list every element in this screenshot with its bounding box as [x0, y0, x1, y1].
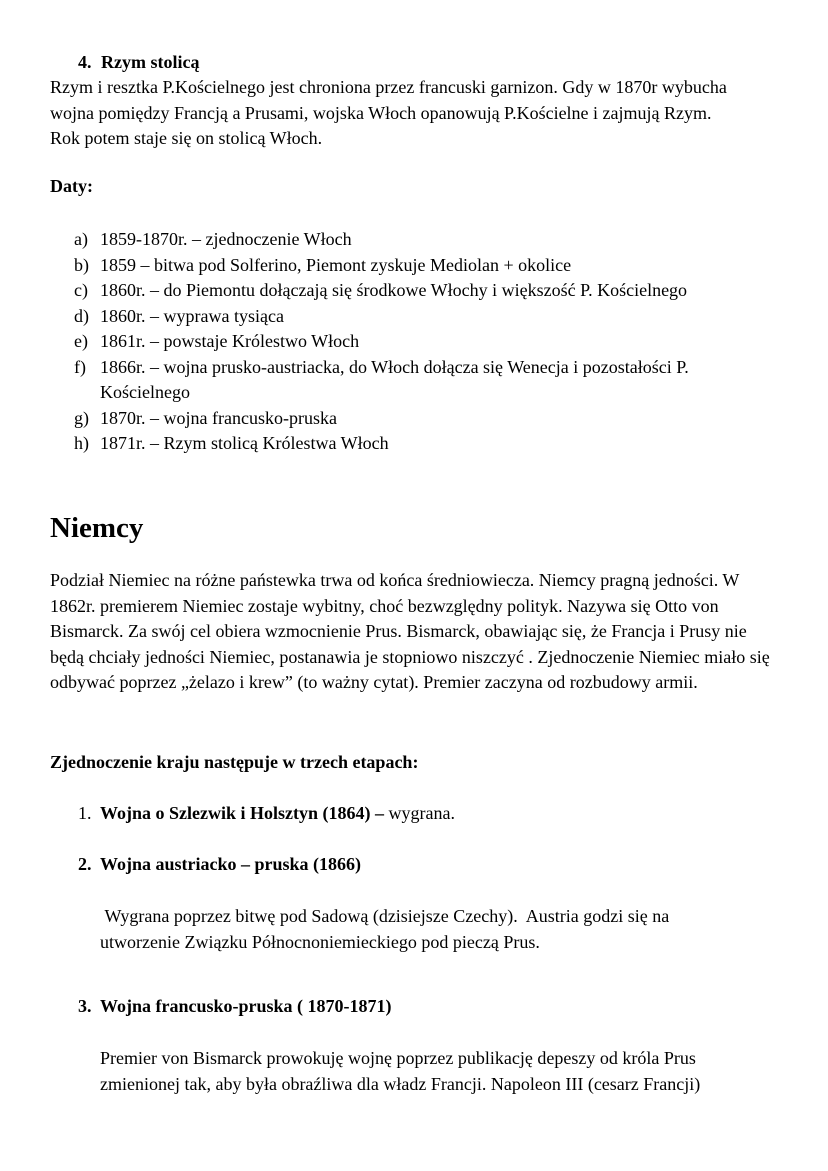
list-text: 1859 – bitwa pod Solferino, Piemont zyskuje Mediolan + okolice	[100, 254, 572, 275]
list-marker: h)	[74, 433, 89, 453]
section-heading	[78, 50, 199, 75]
niemcy-paragraph: Podział Niemiec na różne państewka trwa od końca średniowiecza. Niemcy pragną jedności. W 1862r. premierem Niemiec zostaje wybitny, choć bezwzględny polityk. Nazywa się Otto von Bismarck. Za swój cel obiera wzmocnienie Prus. Bismarck, obawiając się, że Francja i Prusy nie będą chciały jedności Niemiec, postanawia je stopniowo niszczyć . Zjednoczenie Niemiec miało się odbywać poprzez „żelazo i krew” (to ważny cytat). Premier zaczyna od rozbudowy armii.	[50, 570, 770, 692]
stage-number: 1.	[78, 803, 92, 823]
list-marker: e)	[74, 331, 88, 351]
list-marker: g)	[74, 407, 89, 428]
section-paragraph: Rzym i resztka P.Kościelnego jest chroniona przez francuski garnizon. Gdy w 1870r wybucha wojna pomiędzy Francją a Prusami, wojska Włoch opanowują P.Kościelne i zajmują Rzym. Rok potem staje się on stolicą Włoch.	[50, 77, 727, 148]
list-text: 1866r. – wojna prusko-austriacka, do Włoch dołącza się Wenecja i pozostałości P. Kościelnego	[100, 356, 689, 402]
niemcy-heading: Niemcy	[50, 512, 144, 544]
list-text: 1870r. – wojna francusko-pruska	[100, 407, 337, 428]
list-item	[50, 253, 765, 279]
list-text: 1859-1870r. – zjednoczenie Włoch	[100, 229, 352, 249]
list-item	[50, 278, 765, 304]
list-marker: a)	[74, 229, 88, 249]
list-item	[50, 329, 765, 355]
list-marker: f)	[74, 356, 86, 377]
list-text: 1871r. – Rzym stolicą Królestwa Włoch	[100, 433, 389, 453]
section-number: 4.	[78, 52, 92, 72]
dates-label: Daty:	[50, 176, 93, 196]
dates-list	[50, 227, 765, 457]
list-marker: c)	[74, 280, 88, 300]
stage-result: wygrana.	[384, 803, 455, 823]
stage-2-description: Wygrana poprzez bitwę pod Sadową (dzisiejsze Czechy). Austria godzi się na utworzenie Związku Północnoniemieckiego pod pieczą Prus.	[100, 906, 674, 952]
stage-3	[50, 994, 828, 1020]
list-item	[50, 406, 765, 432]
stage-title: Wojna o Szlezwik i Holsztyn (1864) –	[100, 803, 384, 823]
stages-label: Zjednoczenie kraju następuje w trzech etapach:	[50, 752, 419, 772]
stage-number: 2.	[78, 854, 92, 874]
list-text: 1860r. – do Piemontu dołączają się środkowe Włochy i większość P. Kościelnego	[100, 280, 688, 300]
section-title: Rzym stolicą	[101, 52, 200, 72]
list-marker: d)	[74, 305, 89, 326]
list-text: 1861r. – powstaje Królestwo Włoch	[100, 331, 360, 351]
list-item	[50, 355, 760, 406]
stage-2	[50, 852, 828, 878]
list-text: 1860r. – wyprawa tysiąca	[100, 305, 284, 326]
stage-1	[50, 801, 828, 827]
stage-3-description: Premier von Bismarck prowokuję wojnę poprzez publikację depeszy od króla Prus zmienionej tak, aby była obraźliwa dla władz Francji. Napoleon III (cesarz Francji)	[100, 1048, 701, 1094]
stage-title: Wojna francusko-pruska ( 1870-1871)	[100, 996, 392, 1016]
list-marker: b)	[74, 254, 89, 275]
stage-title: Wojna austriacko – pruska (1866)	[100, 854, 362, 874]
list-item	[50, 304, 765, 330]
list-item	[50, 431, 765, 457]
stage-number: 3.	[78, 996, 92, 1016]
list-item	[50, 227, 765, 253]
